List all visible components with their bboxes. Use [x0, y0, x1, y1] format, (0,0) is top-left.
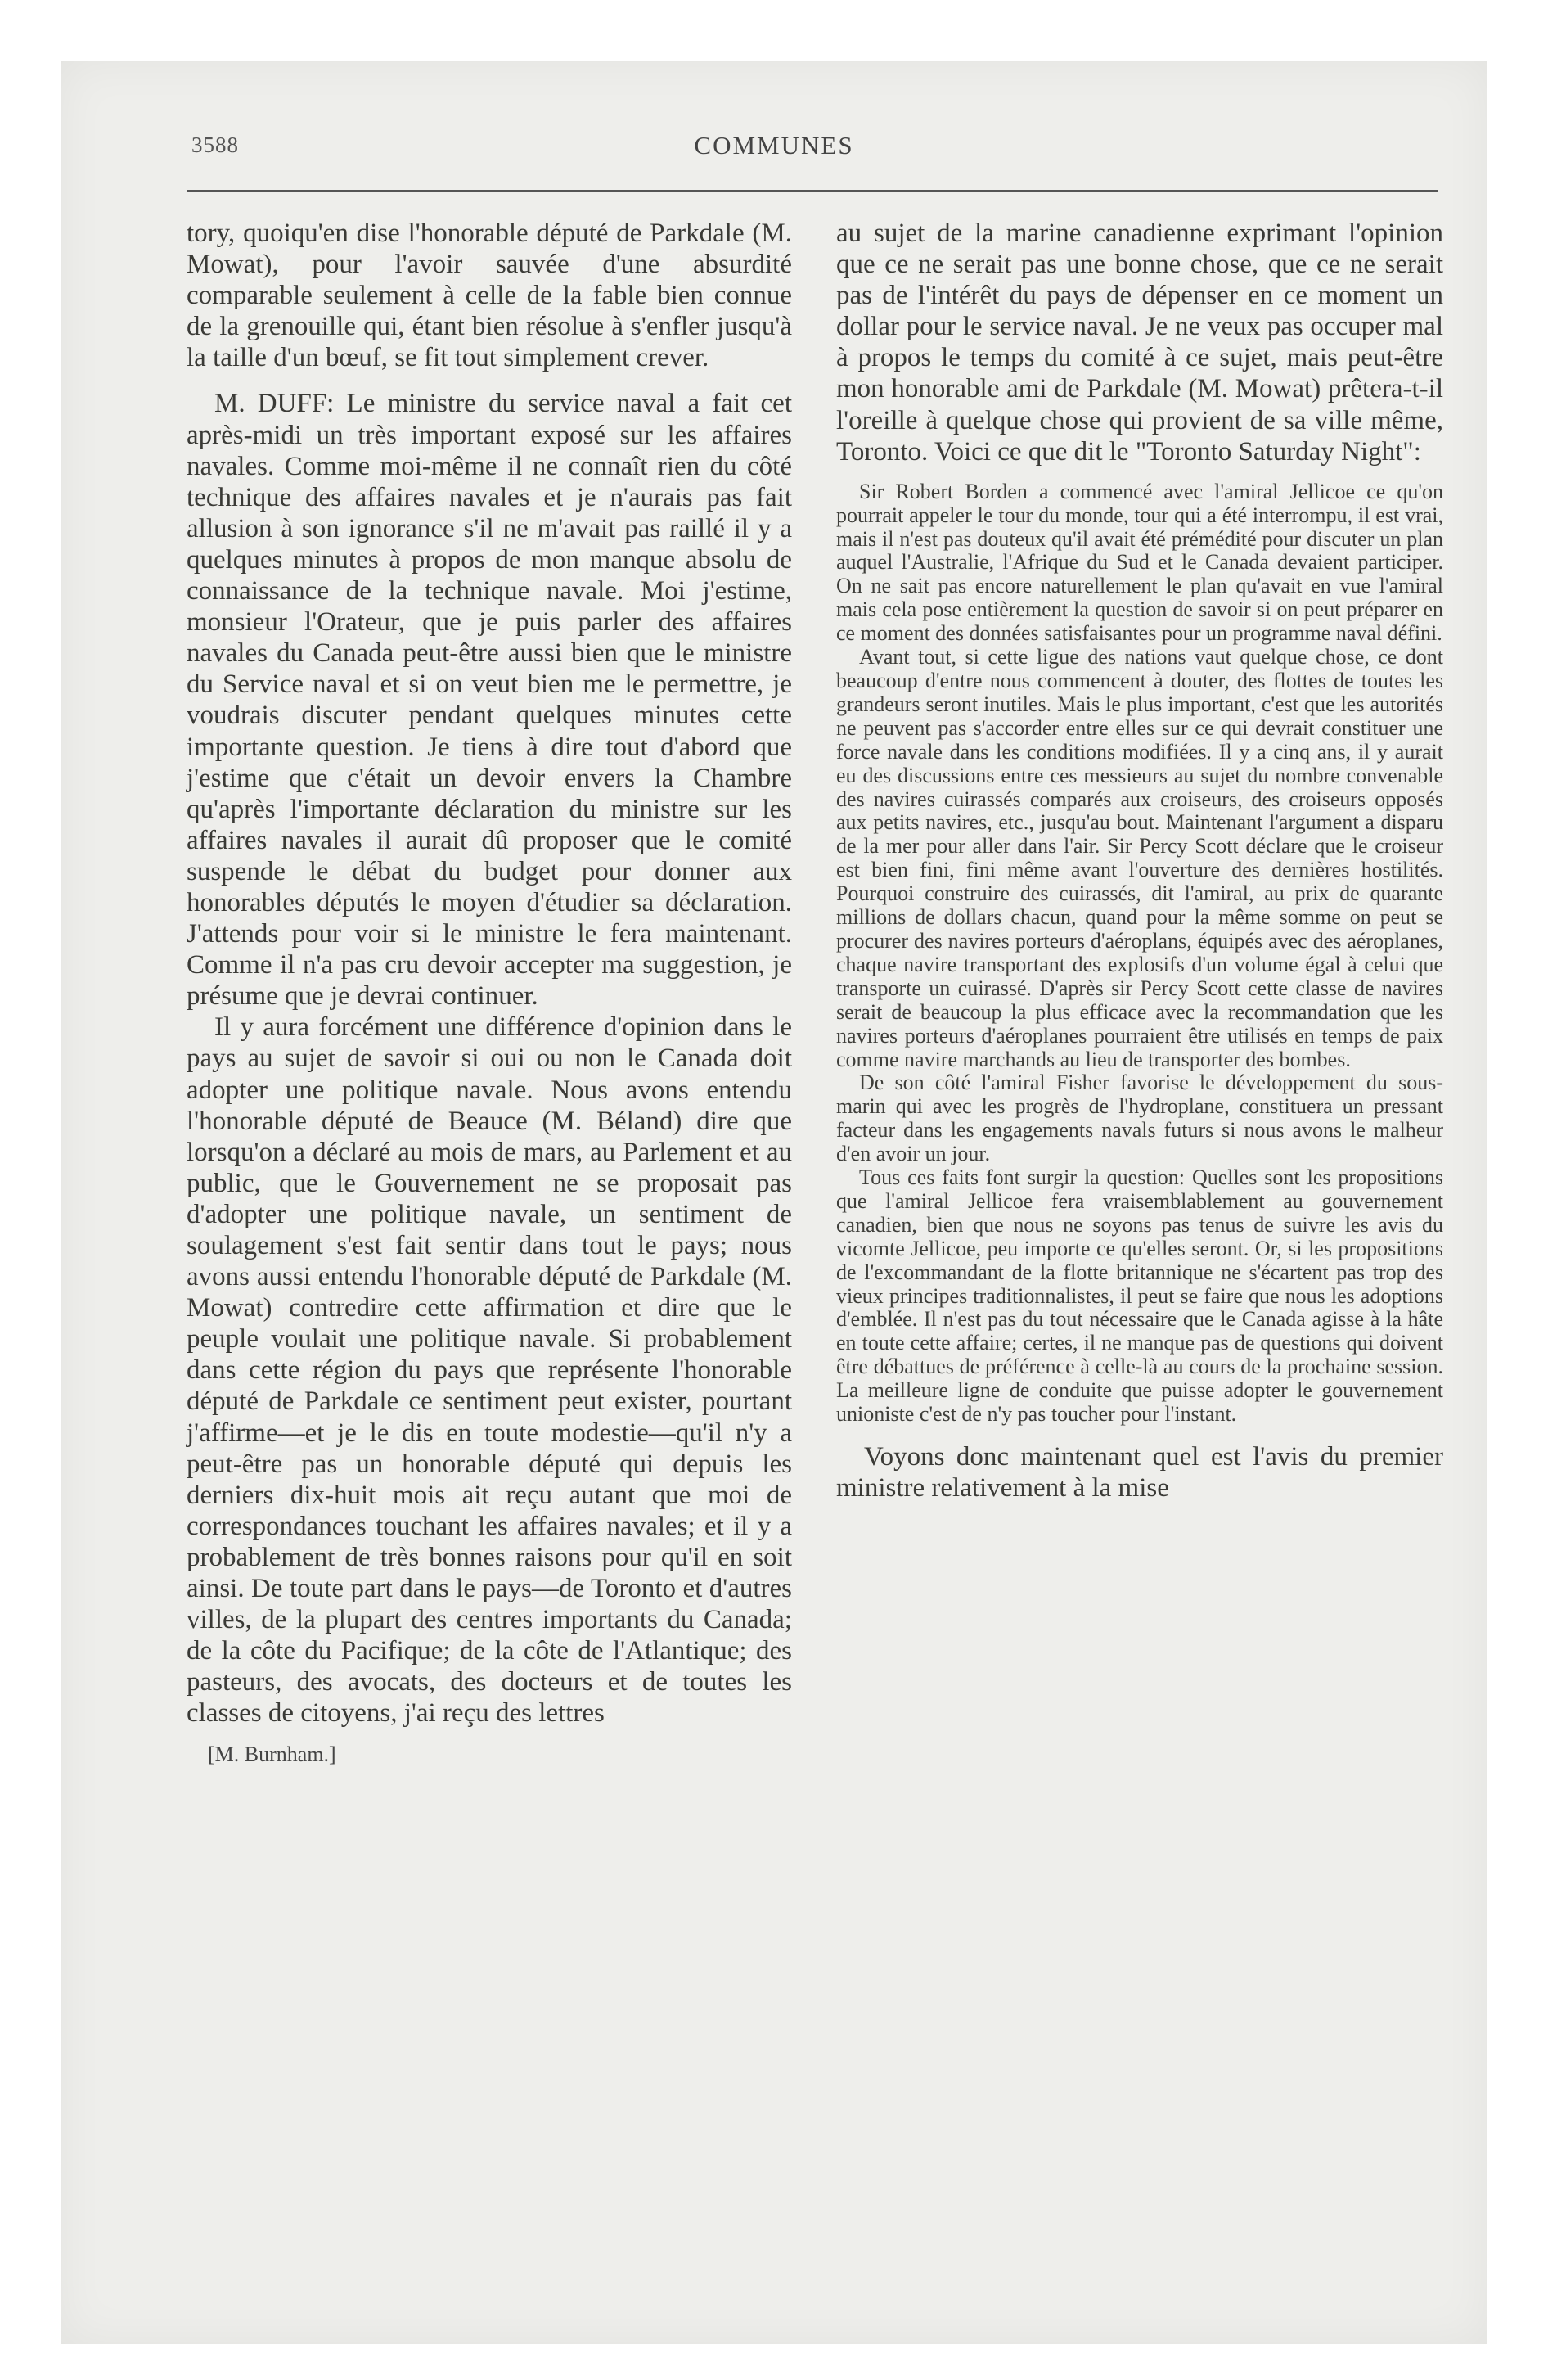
- left-column: [187, 218, 792, 1767]
- paragraph: Il y aura forcément une différence d'opinion dans le pays au sujet de savoir si oui ou non le Canada doit adopter une politique navale. Nous avons entendu l'honorable député de Beauce (M. Béland) dire que lorsqu'on a déclaré au mois de mars, au Parlement et au public, que le Gouvernement ne se proposait pas d'adopter une politique navale, un sentiment de soulagement s'est fait sentir dans tout le pays; nous avons aussi entendu l'honorable député de Parkdale (M. Mowat) contredire cette affirmation et dire que le peuple voulait une politique navale. Si probablement dans cette région du pays que représente l'honorable député de Parkdale ce sentiment peut exister, pourtant j'affirme—et je le dis en toute modestie—qu'il n'y a peut-être pas un honorable député qui depuis les derniers dix-huit mois ait reçu autant que moi de correspondances touchant les affaires navales; et il y a probablement de très bonnes raisons pour qu'il en soit ainsi. De toute part dans le pays—de Toronto et d'autres villes, de la plupart des centres importants du Canada; de la côte du Pacifique; de la côte de l'Atlantique; des pasteurs, des avocats, des docteurs et de toutes les classes de citoyens, j'ai reçu des lettres: [187, 1012, 792, 1729]
- header-rule: [187, 190, 1438, 192]
- quoted-paragraph: Tous ces faits font surgir la question: Quelles sont les propositions que l'amiral Jellicoe fera vraisemblablement au gouvernement canadien, bien que nous ne soyons pas tenus de suivre les avis du vicomte Jellicoe, peu importe ce qu'elles seront. Or, si les propositions de l'excommandant de la flotte britannique ne s'écartent pas trop des vieux principes traditionnalistes, il peut se faire que nous les adoptions d'emblée. Il n'est pas du tout nécessaire que le Canada agisse à la hâte en toute cette affaire; certes, il ne manque pas de questions qui doivent être débattues de préférence à celle-là au cours de la prochaine session. La meilleure ligne de conduite que puisse adopter le gouvernement unioniste c'est de n'y pas toucher pour l'instant.: [836, 1165, 1443, 1427]
- quoted-paragraph: De son côté l'amiral Fisher favorise le développement du sous-marin qui avec les progrès de l'hydroplane, constituera un pressant facteur dans les engagements navals futurs si nous avons le malheur d'en avoir un jour.: [836, 1071, 1443, 1166]
- paragraph: au sujet de la marine canadienne exprimant l'opinion que ce ne serait pas une bonne chose, que ce ne serait pas de l'intérêt du pays de dépenser en ce moment un dollar pour le service naval. Je ne veux pas occuper mal à propos le temps du comité à ce sujet, mais peut-être mon honorable ami de Parkdale (M. Mowat) prêtera-t-il l'oreille à quelque chose qui provient de sa ville même, Toronto. Voici ce que dit le "Toronto Saturday Night":: [836, 219, 1443, 467]
- paragraph: Voyons donc maintenant quel est l'avis du premier ministre relativement à la mise: [836, 1442, 1443, 1503]
- quoted-paragraph: Sir Robert Borden a commencé avec l'amiral Jellicoe ce qu'on pourrait appeler le tour du monde, tour qui a été interrompu, il est vrai, mais il n'est pas douteux qu'il avait été prémédité pour discuter un plan auquel l'Australie, l'Afrique du Sud et le Canada devaient participer. On ne sait pas encore naturellement le plan qu'avait en vue l'amiral mais cela pose entièrement la question de savoir si on peut préparer en ce moment des données satisfaisantes pour un programme naval défini.: [836, 479, 1443, 646]
- speaker-attribution: [M. Burnham.]: [208, 1742, 336, 1766]
- paragraph: tory, quoiqu'en dise l'honorable député de Parkdale (M. Mowat), pour l'avoir sauvée d'une absurdité comparable seulement à celle de la fable bien connue de la grenouille qui, étant bien résolue à s'enfler jusqu'à la taille d'un bœuf, se fit tout simplement crever.: [187, 219, 792, 373]
- page-number: 3588: [191, 133, 239, 157]
- right-column: [836, 218, 1443, 1503]
- paragraph: M. DUFF: Le ministre du service naval a fait cet après-midi un très important exposé sur les affaires navales. Comme moi-même il ne connaît rien du côté technique des affaires navales et je n'aurais pas fait allusion à son ignorance s'il ne m'avait pas raillé il y a quelques minutes à propos de mon manque absolu de connaissance de la technique navale. Moi j'estime, monsieur l'Orateur, que je puis parler des affaires navales du Canada peut-être aussi bien que le ministre du Service naval et si on veut bien me le permettre, je voudrais discuter pendant quelques minutes cette importante question. Je tiens à dire tout d'abord que j'estime que c'était un devoir envers la Chambre qu'après l'importante déclaration du ministre sur les affaires navales il aurait dû proposer que le comité suspende le débat du budget pour donner aux honorables députés le moyen d'étudier sa déclaration. J'attends pour voir si le ministre le fera maintenant. Comme il n'a pas cru devoir accepter ma suggestion, je présume que je devrai continuer.: [187, 389, 792, 1012]
- running-head: COMMUNES: [694, 131, 854, 160]
- quoted-paragraph: Avant tout, si cette ligue des nations vaut quelque chose, ce dont beaucoup d'entre nous commencent à douter, des flottes de toutes les grandeurs seront inutiles. Mais le plus important, c'est que les autorités ne peuvent pas s'accorder entre elles sur ce qui devrait constituer une force navale dans les conditions modifiées. Il y a cinq ans, il y aurait eu des discussions entre ces messieurs au sujet du nombre convenable des navires cuirassés comparés aux croiseurs, des croiseurs opposés aux petits navires, etc., jusqu'au bout. Maintenant l'argument a disparu de la mer pour aller dans l'air. Sir Percy Scott déclare que le croiseur est bien fini, fini même avant l'ouverture des dernières hostilités. Pourquoi construire des cuirassés, dit l'amiral, au prix de quarante millions de dollars chacun, quand pour la même somme on peut se procurer des navires porteurs d'aéroplans, équipés avec des aéroplanes, chaque navire transportant des explosifs d'un volume égal à celui que transporte un cuirassé. D'après sir Percy Scott cette classe de navires serait de beaucoup la plus efficace avec la recommandation que les navires porteurs d'aéroplanes pourraient être utilisés en temps de paix comme navire marchands au lieu de transporter des bombes.: [836, 645, 1443, 1071]
